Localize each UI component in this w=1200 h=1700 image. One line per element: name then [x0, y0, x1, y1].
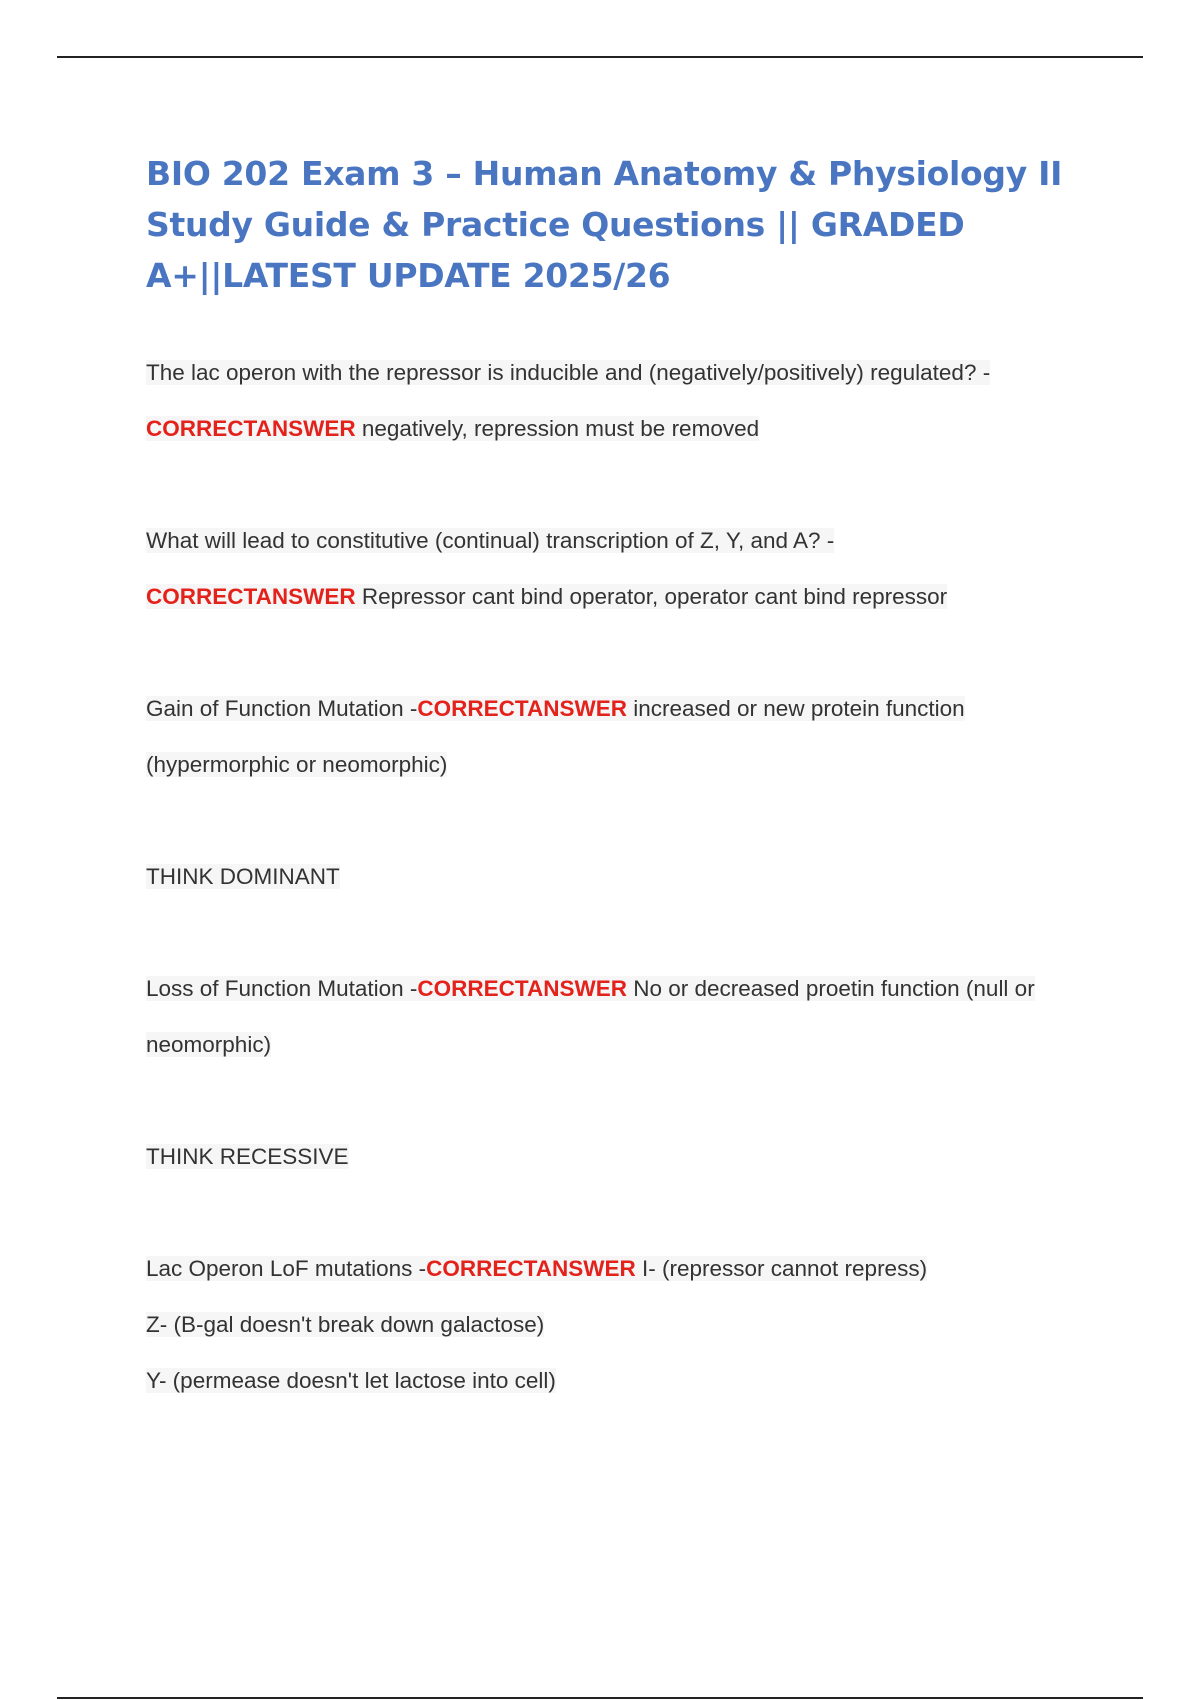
answer-text: increased or new protein function (hypermorphic or neomorphic) — [146, 696, 965, 777]
answer-text: No or decreased proetin function (null or neomorphic) — [146, 976, 1035, 1057]
correct-answer-label: CORRECTANSWER — [417, 976, 627, 1001]
answer-text: I- (repressor cannot repress) — [635, 1256, 928, 1281]
answer-line: Z- (B-gal doesn't break down galactose) — [146, 1312, 545, 1337]
qa-paragraph — [146, 513, 1086, 625]
header-rule — [57, 56, 1143, 58]
qa-paragraph — [146, 681, 1086, 793]
document-title: BIO 202 Exam 3 – Human Anatomy & Physiology II Study Guide & Practice Questions || GRADED A+||LATEST UPDATE 2025/26 — [146, 154, 1063, 295]
qa-paragraph — [146, 961, 1086, 1073]
document-body — [146, 148, 1086, 1409]
answer-text: Repressor cant bind operator, operator cant bind repressor — [355, 584, 948, 609]
note-text: THINK RECESSIVE — [146, 1144, 349, 1169]
correct-answer-label: CORRECTANSWER — [426, 1256, 636, 1281]
correct-answer-label: CORRECTANSWER — [417, 696, 627, 721]
qa-item — [146, 345, 1086, 457]
footer-rule — [57, 1697, 1143, 1699]
question-text: Gain of Function Mutation - — [146, 696, 418, 721]
question-text: Lac Operon LoF mutations - — [146, 1256, 427, 1281]
qa-paragraph — [146, 345, 1086, 457]
note-text: THINK DOMINANT — [146, 864, 340, 889]
question-text: What will lead to constitutive (continual) transcription of Z, Y, and A? - — [146, 528, 835, 553]
qa-item — [146, 961, 1086, 1185]
question-text: The lac operon with the repressor is inducible and (negatively/positively) regulated? - — [146, 360, 991, 385]
answer-line: Y- (permease doesn't let lactose into cell) — [146, 1368, 556, 1393]
qa-item — [146, 513, 1086, 625]
question-text: Loss of Function Mutation - — [146, 976, 418, 1001]
answer-text: negatively, repression must be removed — [355, 416, 760, 441]
qa-item — [146, 681, 1086, 905]
correct-answer-label: CORRECTANSWER — [146, 584, 356, 609]
correct-answer-label: CORRECTANSWER — [146, 416, 356, 441]
qa-paragraph — [146, 1241, 1086, 1409]
qa-item — [146, 1241, 1086, 1409]
